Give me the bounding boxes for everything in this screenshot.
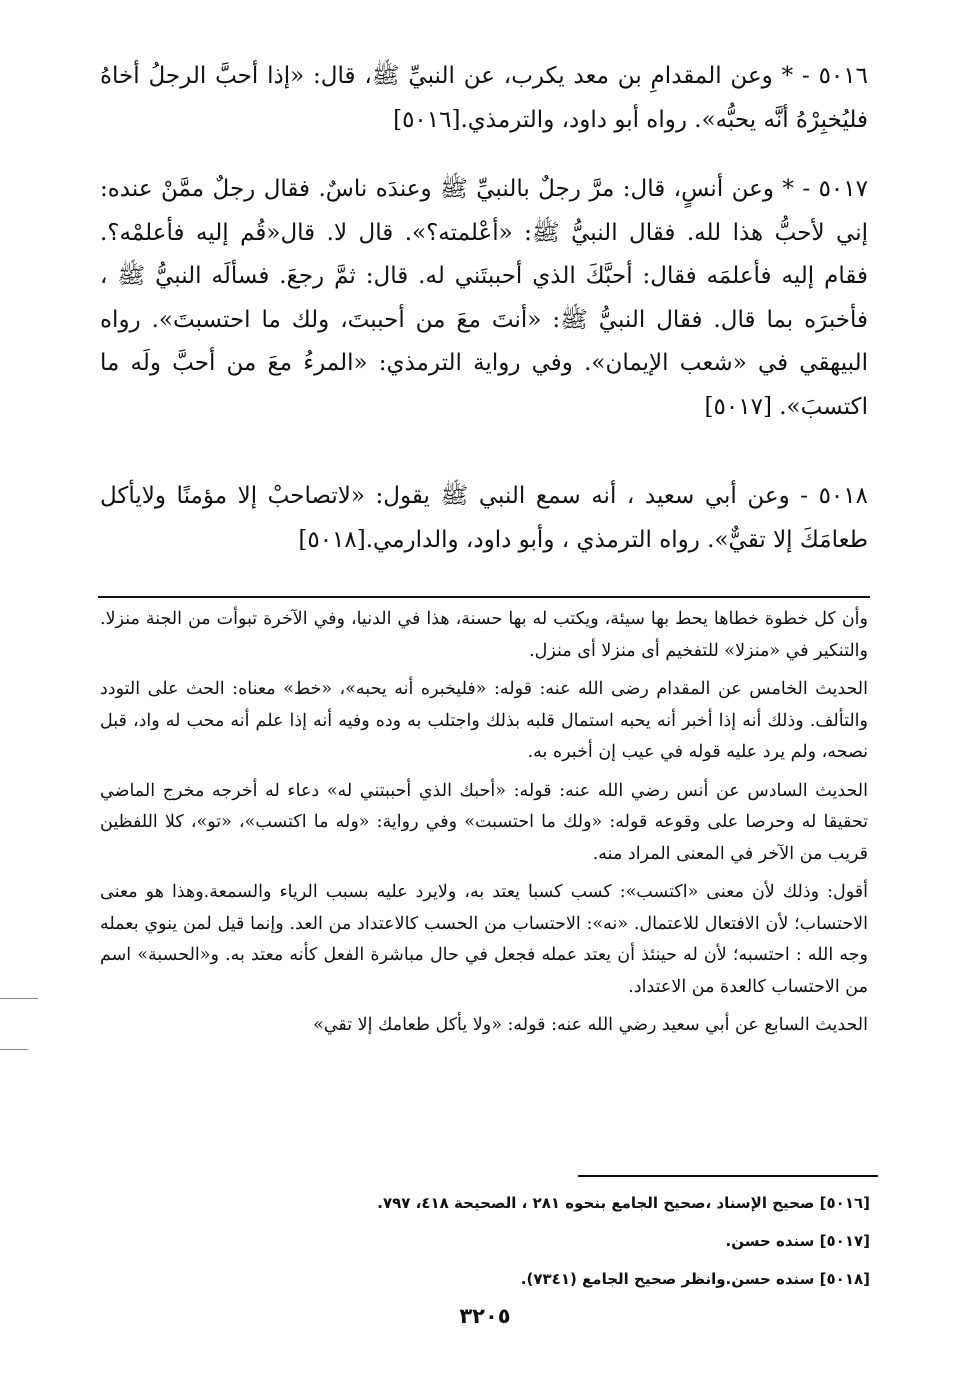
commentary-paragraph: الحديث السابع عن أبي سعيد رضي الله عنه: قوله: «ولا يأكل طعامك إلا تقي» <box>313 1015 868 1035</box>
commentary-section <box>100 604 868 1049</box>
footnote-5018: [٥٠١٨] سنده حسن.وانظر صحيح الجامع (٧٣٤١). <box>520 1270 870 1288</box>
hadith-5017: ٥٠١٧ - * وعن أنسٍ، قال: مرَّ رجلٌ بالنبيِّ ﷺ وعندَه ناسٌ. فقال رجلٌ ممَّنْ عنده: إني لأحبُّ هذا لله. فقال النبيُّ ﷺ: «أعْلمته؟». قال لا. قال«قُم إليه فأعلمْه؟. فقام إليه فأعلمَه فقال: أحبَّكَ الذي أحببتَني له. قال: ثمَّ رجعَ. فسألَه النبيُّ ﷺ ، فأخبرَه بما قال. فقال النبيُّ ﷺ: «أنتَ معَ من أحببتَ، ولك ما احتسبتَ». رواه البيهقي في «شعب الإيمان». وفي رواية الترمذي: «المرءُ معَ من أحبَّ ولَه ما اكتسبَ». [٥٠١٧] <box>100 176 868 420</box>
page-number: ٣٢٠٥ <box>459 1304 511 1328</box>
commentary-paragraph: وأن كل خطوة خطاها يحط بها سيئة، ويكتب له بها حسنة، هذا في الدنيا، وفي الآخرة تبوأت من الجنة منزلا. والتنكير في «منزلا» للتفخيم أى منزلا أى منزل. <box>100 609 868 661</box>
scan-edge-mark <box>0 998 38 999</box>
commentary-paragraph: أقول: وذلك لأن معنى «اكتسب»: كسب كسبا يعتد به، ولايرد عليه بسبب الرياء والسمعة.وهذا هو معنى الاحتساب؛ لأن الافتعال للاعتمال. «نه»: الاحتساب من الحسب كالاعتداد من العد. وإنما قيل لمن ينوي بعمله وجه الله : احتسبه؛ لأن له حينئذ أن يعتد عمله فجعل في حال مباشرة الفعل كأنه معتد به. و«الحسبة» اسم من الاحتساب كالعدة من الاعتداد. <box>100 882 868 997</box>
commentary-divider <box>98 596 870 598</box>
scan-edge-mark <box>0 1049 28 1050</box>
hadith-5018: ٥٠١٨ - وعن أبي سعيد ، أنه سمع النبي ﷺ يقول: «لاتصاحبْ إلا مؤمنًا ولايأكل طعامَكَ إلا تقيٌّ». رواه الترمذي ، وأبو داود، والدارمي.[٥٠١٨] <box>100 483 868 553</box>
footnotes <box>300 1184 870 1298</box>
commentary-paragraph: الحديث الخامس عن المقدام رضى الله عنه: قوله: «فليخبره أنه يحبه»، «خط» معناه: الحث على التودد والتألف. وذلك أنه إذا أخبر أنه يحبه استمال قلبه بذلك واجتلب به وده وفيه أنه إذا علم أنه محب له واد، قبل نصحه، ولم يرد عليه قوله في عيب إن أخبره به. <box>100 679 868 762</box>
footnote-5017: [٥٠١٧] سنده حسن. <box>725 1232 870 1250</box>
commentary-paragraph: الحديث السادس عن أنس رضي الله عنه: قوله: «أحبك الذي أحببتني له» دعاء له أخرجه مخرج الماضي تحقيقا له وحرصا على وقوعه قوله: «ولك ما احتسبت» وفي رواية: «وله ما اكتسب»، «تو»، كلا اللفظين قريب من الآخر في المعنى المراد منه. <box>100 780 868 864</box>
footnote-divider <box>578 1175 878 1177</box>
hadith-5016: ٥٠١٦ - * وعن المقدامِ بن معد يكرب، عن النبيِّ ﷺ، قال: «إذا أحبَّ الرجلُ أخاهُ فليُخبِرْهُ أنَّه يحبُّه». رواه أبو داود، والترمذي.[٥٠١٦] <box>100 63 868 133</box>
footnote-5016: [٥٠١٦] صحيح الإسناد ،صحيح الجامع بنحوه ٢٨١ ، الصحيحة ٤١٨، ٧٩٧. <box>377 1194 870 1212</box>
